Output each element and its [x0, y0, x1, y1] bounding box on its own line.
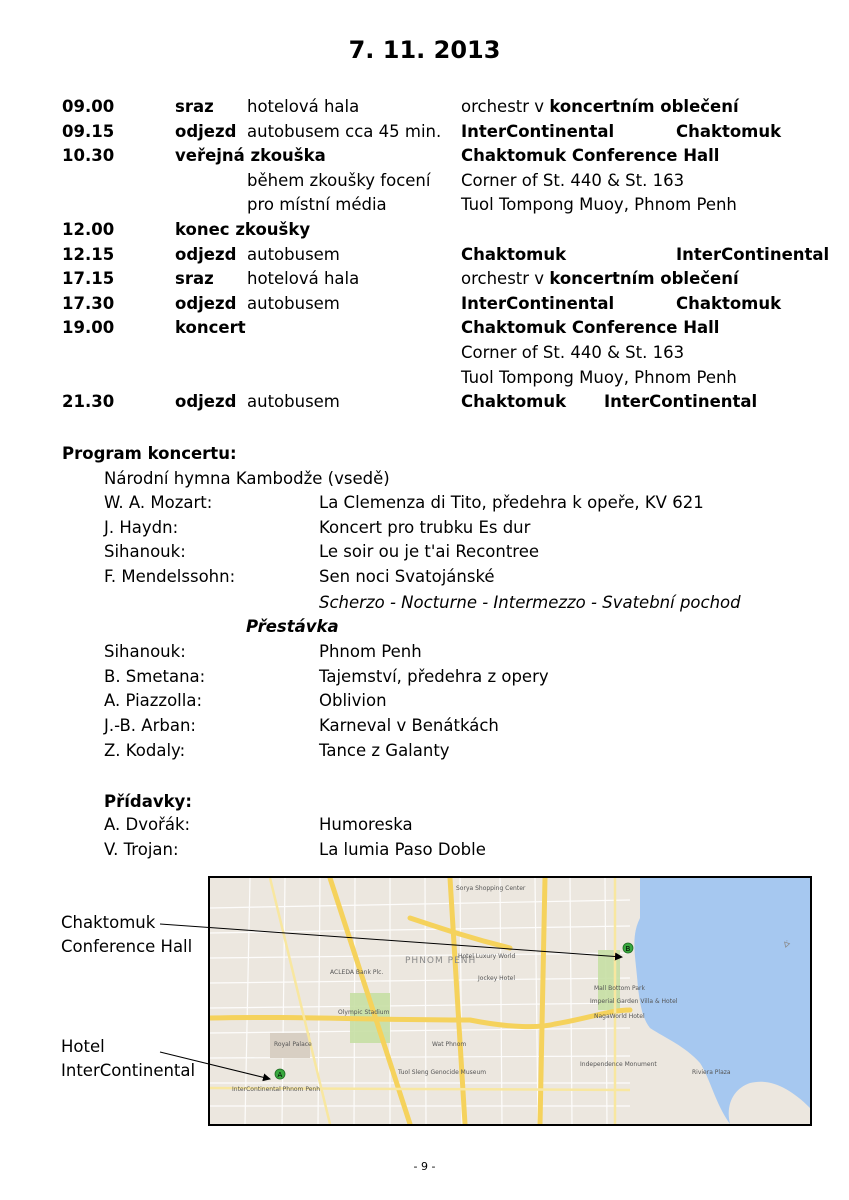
schedule-note: autobusem cca 45 min.: [247, 121, 442, 141]
arrow-to-hotel: [160, 1052, 270, 1079]
map-label-nagaworld: NagaWorld Hotel: [594, 1013, 645, 1020]
map-label-sorya: Sorya Shopping Center: [456, 885, 526, 892]
schedule-action: odjezd: [175, 392, 237, 412]
program-item-work: Phnom Penh: [319, 642, 422, 661]
schedule-action: konec zkoušky: [175, 220, 311, 239]
map-district-label: PHNOM PENH: [405, 956, 477, 966]
schedule-action: sraz: [175, 97, 214, 116]
program-item-composer: Z. Kodaly:: [104, 740, 186, 760]
page-number: - 9 -: [413, 1160, 436, 1173]
schedule-time: 19.00: [62, 318, 115, 338]
schedule-destination-bold: Chaktomuk Conference Hall: [461, 318, 720, 338]
program-intro: Národní hymna Kambodže (vsedě): [104, 469, 390, 488]
schedule-time: 17.15: [62, 269, 115, 289]
schedule-time: 10.30: [62, 146, 115, 166]
schedule-action: odjezd: [175, 121, 237, 141]
marker-b-letter: B: [625, 945, 631, 953]
program-item-composer: W. A. Mozart:: [104, 493, 213, 512]
schedule-destination-2: Chaktomuk: [676, 293, 782, 313]
callout-hall-line2: Conference Hall: [61, 937, 193, 956]
schedule-destination-plain: orchestr v: [461, 97, 550, 116]
map-label-royal-palace: Royal Palace: [274, 1041, 312, 1048]
callout-hotel-line1: Hotel: [61, 1037, 105, 1056]
program-item-work: Tajemství, předehra z opery: [319, 666, 549, 686]
schedule-time: 12.00: [62, 220, 115, 239]
schedule-time: 17.30: [62, 293, 115, 313]
schedule-destination-bold: koncertním oblečení: [549, 269, 739, 289]
schedule-destination-plain: orchestr v: [461, 269, 550, 289]
map-label-jockey: Jockey Hotel: [478, 975, 516, 982]
schedule-destination-2: Chaktomuk: [676, 121, 782, 141]
program-item-composer: J.-B. Arban:: [104, 716, 196, 736]
schedule-time: 21.30: [62, 392, 115, 412]
map-label-mall: Mall Bottom Park: [594, 985, 645, 992]
program-item-composer: A. Piazzolla:: [104, 691, 203, 711]
schedule-destination-bold: InterContinental: [461, 121, 615, 141]
program-heading: Program koncertu:: [62, 444, 237, 463]
encore-item-work: La lumia Paso Doble: [319, 839, 486, 859]
schedule-destination-bold: Chaktomuk Conference Hall: [461, 146, 720, 166]
program-item-composer: Sihanouk:: [104, 642, 186, 661]
schedule-destination-2: InterContinental: [604, 392, 758, 412]
schedule-note: během zkoušky focení: [247, 170, 431, 190]
schedule-destination-2: InterContinental: [676, 244, 830, 264]
program-item-composer: J. Haydn:: [104, 517, 179, 537]
program-item-work: Le soir ou je t'ai Recontree: [319, 542, 540, 562]
schedule-destination-bold: Chaktomuk: [461, 244, 567, 264]
schedule-note: autobusem: [247, 244, 340, 264]
program-item-composer: F. Mendelssohn:: [104, 567, 236, 587]
schedule-destination-bold: koncertním oblečení: [549, 97, 739, 116]
schedule-note: autobusem: [247, 392, 340, 412]
map-label-olympic: Olympic Stadium: [338, 1009, 390, 1016]
program-item-work: Karneval v Benátkách: [319, 716, 499, 736]
map-label-riviera: Riviera Plaza: [692, 1069, 731, 1076]
schedule-action: koncert: [175, 318, 246, 338]
schedule-time: 09.00: [62, 97, 115, 116]
schedule-action: sraz: [175, 269, 214, 289]
schedule-destination-bold: Chaktomuk: [461, 392, 567, 412]
program-item-work: Tance z Galanty: [319, 740, 450, 760]
schedule-destination-plain: Tuol Tompong Muoy, Phnom Penh: [461, 367, 737, 387]
map-label-tuol-sleng: Tuol Sleng Genocide Museum: [398, 1069, 487, 1076]
program-movements: Scherzo - Nocturne - Intermezzo - Svatební pochod: [319, 593, 741, 612]
encore-item-work: Humoreska: [319, 815, 413, 834]
encores-heading: Přídavky:: [104, 792, 192, 811]
map-label-imperial: Imperial Garden Villa & Hotel: [590, 998, 678, 1005]
map-label-hotel-luxury: Hotel Luxury World: [458, 953, 516, 960]
schedule-note: pro místní média: [247, 195, 387, 215]
program-item-work: La Clemenza di Tito, předehra k opeře, KV 621: [319, 493, 704, 512]
schedule-destination-plain: Tuol Tompong Muoy, Phnom Penh: [461, 195, 737, 215]
program-item-work: Koncert pro trubku Es dur: [319, 517, 531, 537]
callout-hotel-line2: InterContinental: [61, 1061, 196, 1080]
schedule-action: veřejná zkouška: [175, 146, 326, 166]
schedule-time: 09.15: [62, 121, 115, 141]
schedule-destination-bold: InterContinental: [461, 293, 615, 313]
map-label-intercontinental: InterContinental Phnom Penh: [232, 1086, 321, 1093]
map-label-acleda: ACLEDA Bank Plc.: [330, 969, 384, 976]
marker-a-letter: A: [277, 1071, 283, 1079]
program-item-composer: B. Smetana:: [104, 666, 206, 686]
schedule-time: 12.15: [62, 244, 115, 264]
program-item-composer: Sihanouk:: [104, 542, 186, 562]
page-title: 7. 11. 2013: [348, 36, 501, 64]
encore-item-composer: V. Trojan:: [104, 839, 179, 859]
program-interval: Přestávka: [246, 617, 339, 636]
program-item-work: Oblivion: [319, 691, 387, 711]
schedule-note: hotelová hala: [247, 269, 360, 289]
map-label-wat-phnom: Wat Phnom: [432, 1041, 467, 1048]
schedule-note: hotelová hala: [247, 97, 360, 116]
encore-item-composer: A. Dvořák:: [104, 815, 191, 834]
program-item-work: Sen noci Svatojánské: [319, 567, 495, 587]
schedule-destination-plain: Corner of St. 440 & St. 163: [461, 343, 685, 362]
schedule-destination-plain: Corner of St. 440 & St. 163: [461, 170, 685, 190]
schedule-note: autobusem: [247, 293, 340, 313]
schedule-action: odjezd: [175, 293, 237, 313]
map-label-independence: Independence Monument: [580, 1061, 657, 1068]
arrow-to-hall: [160, 924, 622, 957]
schedule-action: odjezd: [175, 244, 237, 264]
map-river-text: ᢰ: [783, 939, 794, 951]
callout-hall-line1: Chaktomuk: [61, 913, 156, 932]
